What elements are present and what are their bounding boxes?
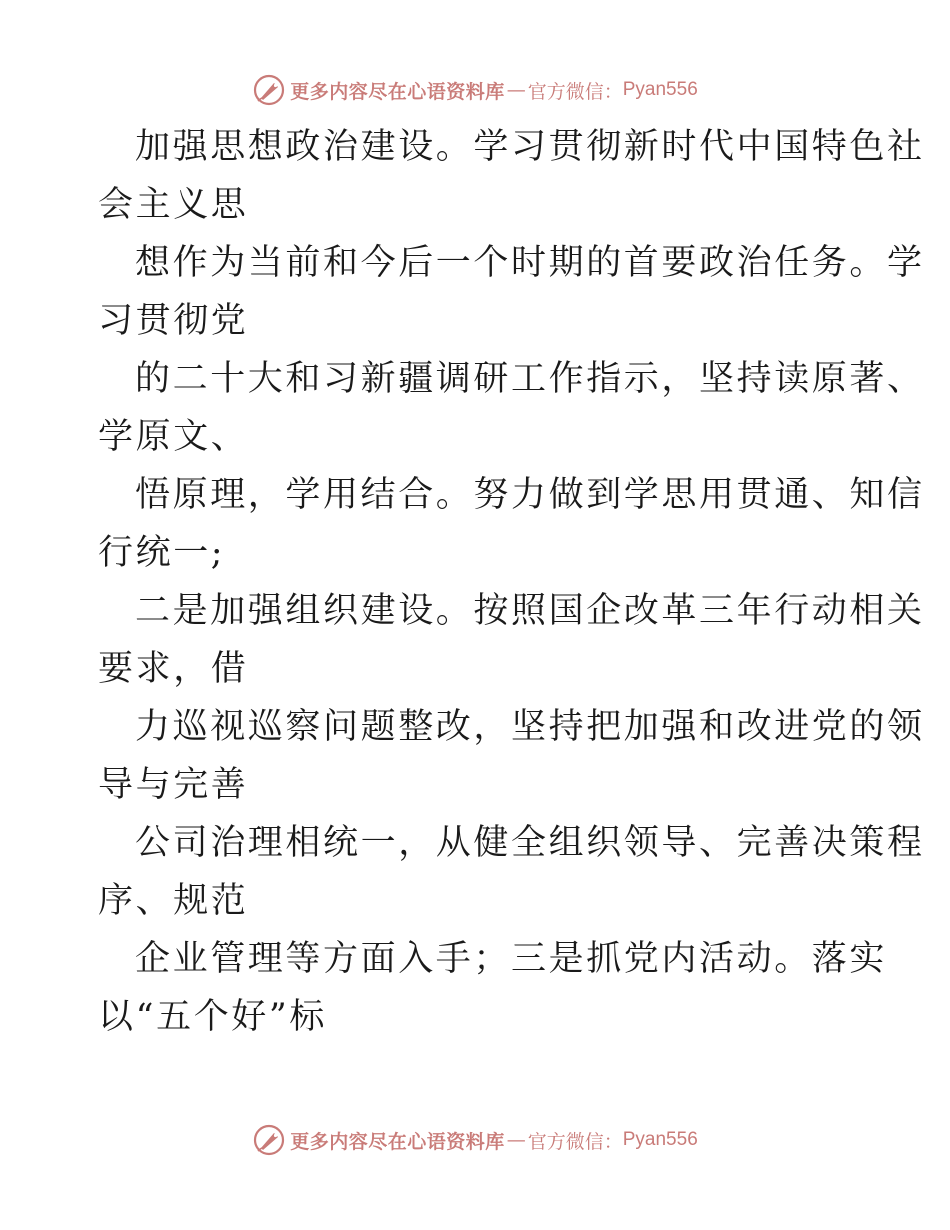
banner-text: 更多内容尽在心语资料库 [290,1130,505,1153]
text-line: 序、规范 [98,881,249,921]
text-line: 公司治理相统一，从健全组织领导、完善决策程 [135,823,925,863]
text-line: 想作为当前和今后一个时期的首要政治任务。学 [135,243,925,283]
banner-text: 更多内容尽在心语资料库 [290,80,505,103]
text-line: 的二十大和习新疆调研工作指示，坚持读原著、 [135,359,925,399]
pen-nib-logo-icon [252,1123,286,1157]
pen-nib-logo-icon [252,73,286,107]
text-line: 二是加强组织建设。按照国企改革三年行动相关 [135,591,925,631]
document-body [98,118,925,1046]
banner-dash: — [506,1129,526,1151]
text-line: 行统一; [98,533,226,573]
text-line: 加强思想政治建设。学习贯彻新时代中国特色社 [135,127,925,167]
banner-wechat-label: 官方微信： [527,1130,623,1153]
text-line: 悟原理，学用结合。努力做到学思用贯通、知信 [135,475,925,515]
banner-wechat-id: Pyan556 [622,79,698,100]
text-line: 企业管理等方面入手；三是抓党内活动。落实 [135,939,888,979]
text-line: 要求，借 [98,649,249,689]
header-banner [0,70,950,110]
footer-banner [0,1120,950,1160]
text-line: 导与完善 [98,765,249,805]
text-line: 习贯彻党 [98,301,249,341]
banner-wechat-id: Pyan556 [622,1129,698,1150]
banner-wechat-label: 官方微信： [527,80,623,103]
text-line: 会主义思 [98,185,249,225]
text-line: 力巡视巡察问题整改，坚持把加强和改进党的领 [135,707,925,747]
text-line: 以“五个好”标 [98,997,327,1037]
banner-dash: — [506,79,526,101]
text-line: 学原文、 [98,417,249,457]
